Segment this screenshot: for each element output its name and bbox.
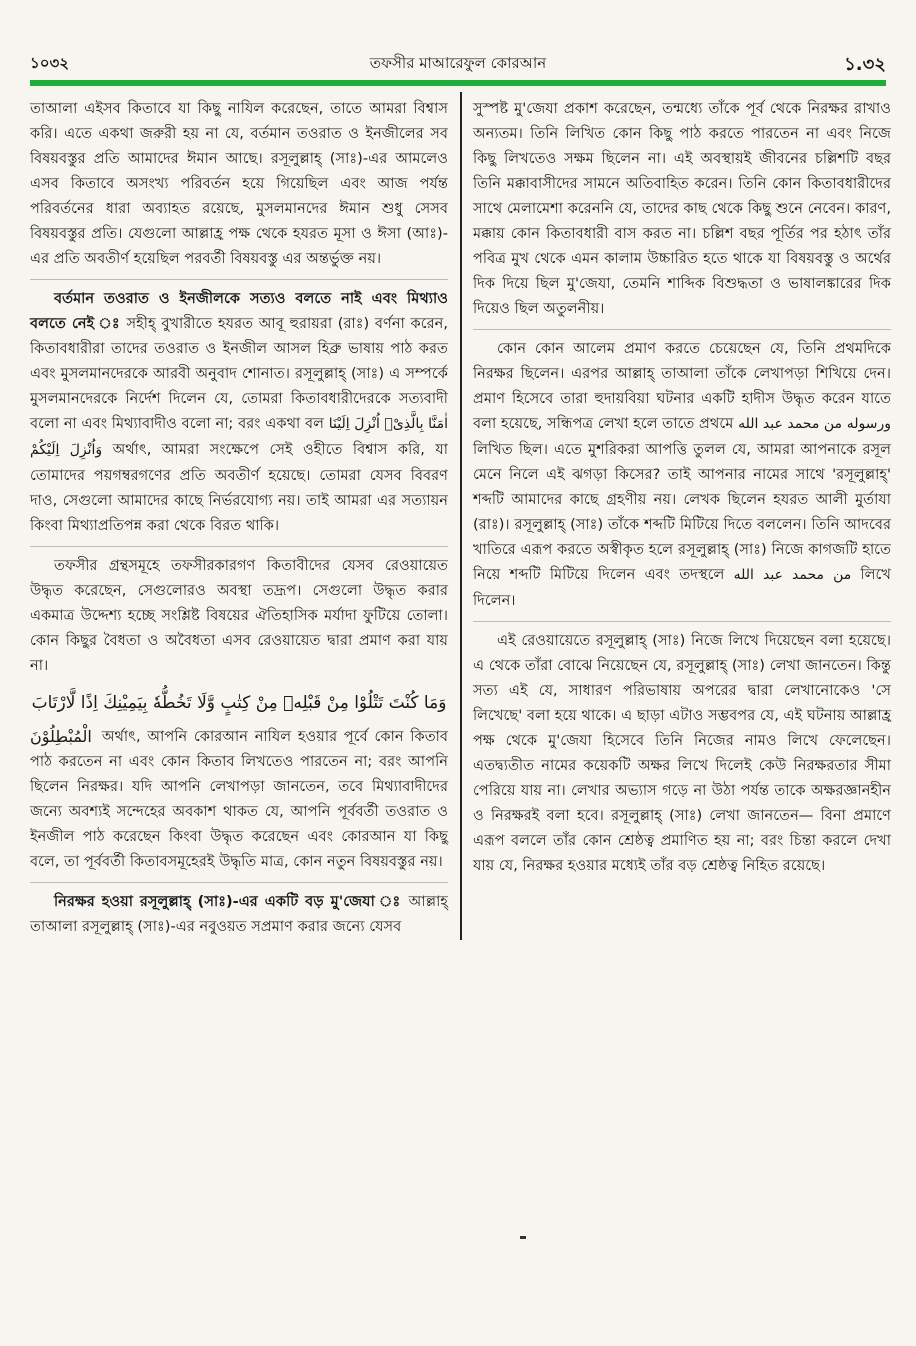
right-paragraph-2-text: কোন কোন আলেম প্রমাণ করতে চেয়েছেন যে, তিনি প্রথমদিকে নিরক্ষর ছিলেন। এরপর আল্লাহ্ তাআলা তাঁকে লেখাপড়া শিখিয়ে দেন। প্রমাণ হিসেবে তারা হুদায়বিয়া ঘটনার একটি হাদীস উদ্ধৃত করেন যাতে বলা হয়েছে, সন্ধিপত্র লেখা হলে তাতে প্রথমে: [473, 340, 891, 432]
right-paragraph-1: সুস্পষ্ট মু'জেযা প্রকাশ করেছেন, তন্মধ্যে তাঁকে পূর্ব থেকে নিরক্ষর রাখাও অন্যতম। তিনি লিখিত কোন কিছু পাঠ করতে পারতেন না এবং নিজে কিছু লিখতেও সক্ষম ছিলেন না। এই অবস্থায়ই জীবনের চল্লিশটি বছর তিনি মক্কাবাসীদের সামনে অতিবাহিত করেন। তিনি কোন কিতাবধারীদের সাথে মেলামেশা করেননি যে, তাদের কাছ থেকে কিছু শুনে নেবেন। কারণ, মক্কায় কোন কিতাবধারী বাস করত না। চল্লিশ বছর পূর্তির পর হঠাৎ তাঁর পবিত্র মুখ থেকে এমন কালাম উচ্চারিত হতে থাকে যা বিষয়বস্তু ও অর্থের দিক দিয়ে ছিল মু'জেযা, তেমনি শাব্দিক বিশুদ্ধতা ও ভাষালঙ্কারের দিক দিয়েও ছিল অতুলনীয়।: [473, 100, 891, 317]
arabic-verse-end: الْمُبْطِلُوْنَ: [30, 727, 92, 746]
left-paragraph-2: [30, 286, 448, 538]
left-column: [30, 96, 448, 947]
paragraph-separator: [473, 329, 891, 330]
arabic-phrase: من محمد عبد الله: [733, 567, 852, 583]
right-paragraph-2: [473, 336, 891, 613]
left-paragraph-4-text: অর্থাৎ, আপনি কোরআন নাযিল হওয়ার পূর্বে কোন কিতাব পাঠ করতেন না এবং কোন কিতাব লিখতেও পারতেন না; বরং আপনি ছিলেন নিরক্ষর। যদি আপনি লেখাপড়া জানতেন, তবে মিথ্যাবাদীদের জন্যে অবশ্যই সন্দেহের অবকাশ থাকত যে, আপনি পূর্ববর্তী তওরাত ও ইনজীল পাঠ করেছেন কিংবা উদ্ধৃত করেছেন এবং কোরআন যা কিছু বলে, তা পূর্ববর্তী কিতাবসমূহেরই উদ্ধৃতি মাত্র, কোন নতুন বিষয়বস্তুর নয়।: [30, 728, 448, 870]
header-green-rule: [30, 80, 886, 86]
page-number-left: ১০৩২: [30, 54, 69, 72]
running-title: তফসীর মাআরেফুল কোরআন: [369, 54, 547, 72]
page-number-right: ১.৩২: [844, 54, 886, 75]
section-heading: বর্তমান তওরাত ও ইনজীলকে সত্যও বলতে নাই এবং মিথ্যাও বলতে নেই ঃ: [30, 290, 448, 332]
left-paragraph-5: [30, 889, 448, 939]
left-paragraph-4: [30, 724, 448, 874]
right-paragraph-2-text-end: লিখে দিলেন।: [473, 566, 891, 609]
column-divider: [460, 92, 462, 940]
right-paragraph-2-text-cont: লিখিত ছিল। এতে মুশরিকরা আপত্তি তুলল যে, আমরা আপনাকে রসূল মেনে নিলে এই ঝগড়া কিসের? তাই আপনার নামের সাথে 'রসূলুল্লাহ্' শব্দটি আমাদের কাছে গ্রহণীয় নয়। লেখক ছিলেন হযরত আলী মুর্তাযা (রাঃ)। রসূলুল্লাহ্ (সাঃ) তাঁকে শব্দটি মিটিয়ে দিতে বললেন। তিনি আদবের খাতিরে এরূপ করতে অস্বীকৃত হলে রসূলুল্লাহ্ (সাঃ) নিজে কাগজটি হাতে নিয়ে শব্দটি মিটিয়ে দিলেন এবং তদস্থলে: [473, 441, 891, 583]
paragraph-separator: [473, 621, 891, 622]
right-paragraph-3: এই রেওয়ায়েতে রসূলুল্লাহ্ (সাঃ) নিজে লিখে দিয়েছেন বলা হয়েছে। এ থেকে তাঁরা বোঝে নিয়েছেন যে, রসূলুল্লাহ্ (সাঃ) লেখা জানতেন। কিন্তু সত্য এই যে, সাধারণ পরিভাষায় অপরের দ্বারা লেখানোকেও 'সে লিখেছে' বলা হয়ে থাকে। এ ছাড়া এটাও সম্ভবপর যে, এই ঘটনায় আল্লাহ্র পক্ষ থেকে মু'জেযা হিসেবে তিনি নিজের নামও লিখে ফেলেছেন। এতদ্ব্যতীত নামের কয়েকটি অক্ষর লিখে দিলেই কেউ নিরক্ষরতার সীমা পেরিয়ে যায় না। লেখার অভ্যাস গড়ে না উঠা পর্যন্ত তাকে অক্ষরজ্ঞানহীন ও নিরক্ষরই বলা হবে। রসূলুল্লাহ্ (সাঃ) লেখা জানতেন— বিনা প্রমাণে এরূপ বললে তাঁর কোন শ্রেষ্ঠত্ব প্রমাণিত হয় না; বরং চিন্তা করলে দেখা যায় যে, নিরক্ষর হওয়ার মধ্যেই তাঁর বড় শ্রেষ্ঠত্ব নিহিত রয়েছে।: [473, 632, 891, 874]
arabic-phrase: من محمد عبد الله: [738, 416, 843, 432]
paragraph-separator: [30, 279, 448, 280]
arabic-verse: وَمَا كُنْتَ تَتْلُوْا مِنْ قَبْلِهٖ مِنْ كِتٰبٍ وَّلَا تَخُطُّهٗ بِیَمِیْنِكَ اِذًا لَّارْتَابَ: [31, 693, 447, 713]
arabic-phrase: ورسوله: [846, 416, 891, 432]
page-header: [30, 50, 886, 74]
left-paragraph-2-text: সহীহ্ বুখারীতে হযরত আবূ হুরায়রা (রাঃ) বর্ণনা করেন, কিতাবধারীরা তাদের তওরাত ও ইনজীল আসল হিব্রু ভাষায় পাঠ করত এবং মুসলমানদেরকে আরবী অনুবাদ শোনাত। রসূলুল্লাহ্ (সাঃ) এ সম্পর্কে মুসলমানদেরকে নির্দেশ দিলেন যে, তোমরা কিতাবধারীদেরকে সত্যবাদী বলো না এবং মিথ্যাবাদীও বলো না; বরং একথা বল: [30, 315, 448, 432]
left-paragraph-3: তফসীর গ্রন্থসমূহে তফসীরকারগণ কিতাবীদের যেসব রেওয়ায়েত উদ্ধৃত করেছেন, সেগুলোরও অবস্থা তদ্রূপ। সেগুলো উদ্ধৃত করার একমাত্র উদ্দেশ্য হচ্ছে সংশ্লিষ্ট বিষয়ের ঐতিহাসিক মর্যাদা ফুটিয়ে তোলা। কোন কিছুর বৈধতা ও অবৈধতা এসব রেওয়ায়েত দ্বারা প্রমাণ করা যায় না।: [30, 557, 448, 674]
arabic-quote: اٰمَنَّا بِالَّذِیْۤ اُنْزِلَ اِلَیْنَا وَاُنْزِلَ اِلَیْكُمْ: [30, 416, 448, 458]
left-paragraph-2-text-cont: অর্থাৎ, আমরা সংক্ষেপে সেই ওহীতে বিশ্বাস করি, যা তোমাদের পয়গম্বরগণের প্রতি অবতীর্ণ হয়েছে। তোমরা যেসব বিবরণ দাও, সেগুলো আমাদের কাছে নির্ভরযোগ্য নয়। তাই আমরা এর সত্যায়ন কিংবা মিথ্যাপ্রতিপন্ন করা থেকে বিরত থাকি।: [30, 441, 448, 534]
right-column: [473, 96, 891, 886]
section-heading: নিরক্ষর হওয়া রসূলুল্লাহ্ (সাঃ)-এর একটি বড় মু'জেযা ঃ: [54, 893, 403, 910]
paragraph-separator: [30, 882, 448, 883]
page-mark: [520, 1236, 526, 1239]
left-paragraph-1: তাআলা এইসব কিতাবে যা কিছু নাযিল করেছেন, তাতে আমরা বিশ্বাস করি। এতে একথা জরুরী হয় না যে, বর্তমান তওরাত ও ইনজীলের সব বিষয়বস্তুর প্রতি আমাদের ঈমান আছে। রসূলুল্লাহ্ (সাঃ)-এর আমলেও এসব কিতাবে অসংখ্য পরিবর্তন হয়ে গিয়েছিল এবং আজ পর্যন্ত পরিবর্তনের ধারা অব্যাহত রয়েছে, মুসলমানদের ঈমান শুধু সেসব বিষয়বস্তুর প্রতি। যেগুলো আল্লাহ্র পক্ষ থেকে হযরত মূসা ও ঈসা (আঃ)-এর প্রতি অবতীর্ণ হয়েছিল পরবর্তী বিষয়বস্তু এর অন্তর্ভুক্ত নয়।: [30, 100, 448, 267]
left-paragraph-5-text: আল্লাহ্ তাআলা রসূলুল্লাহ্ (সাঃ)-এর নবুওয়ত সপ্রমাণ করার জন্যে যেসব: [30, 893, 448, 935]
paragraph-separator: [30, 546, 448, 547]
